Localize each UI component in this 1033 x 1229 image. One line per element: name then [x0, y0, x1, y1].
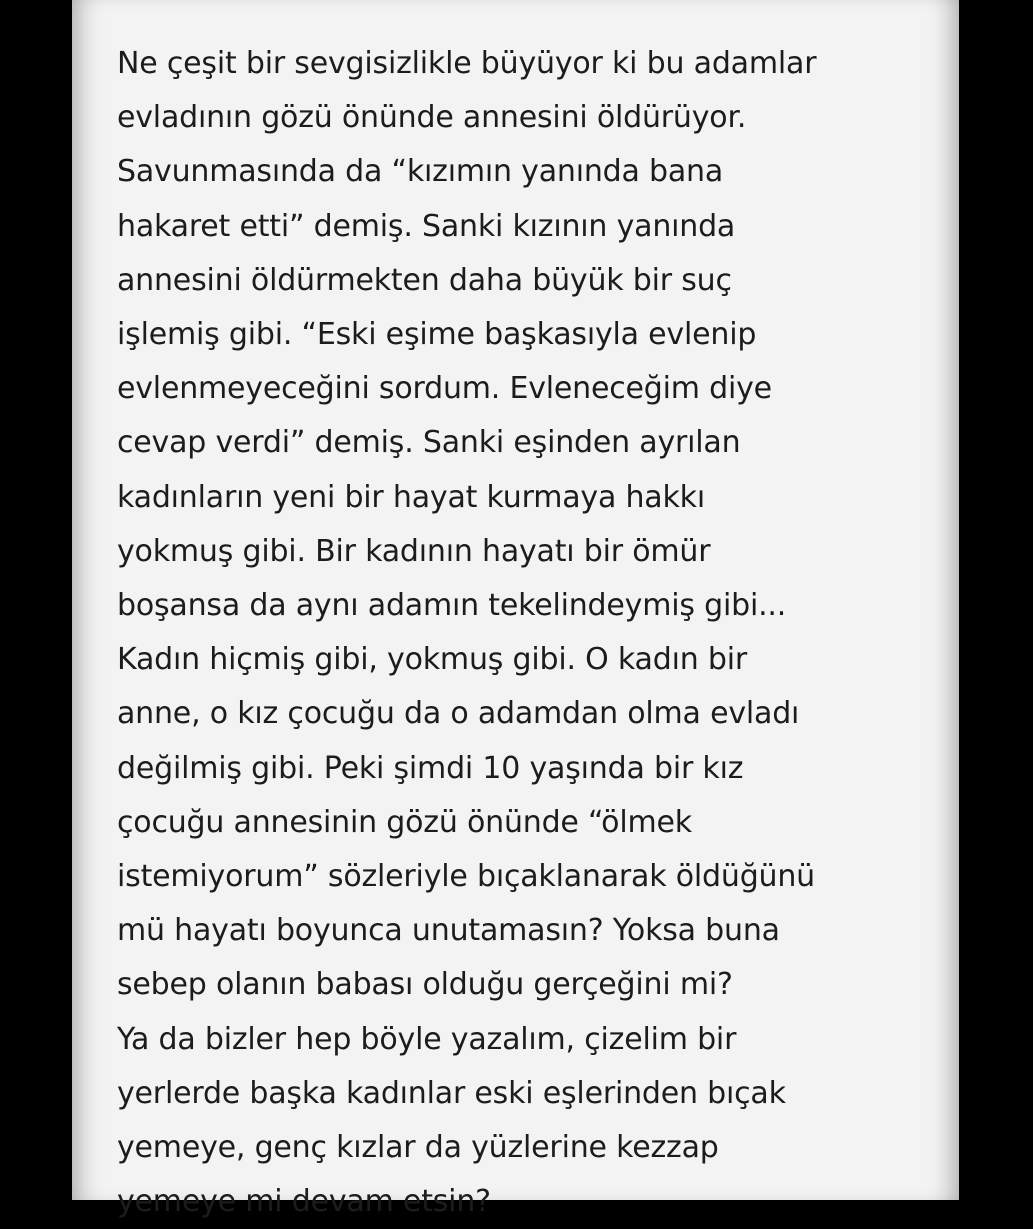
note-line: yerlerde başka kadınlar eski eşlerinden bıçak	[117, 1075, 786, 1111]
note-line: evladının gözü önünde annesini öldürüyor.	[117, 100, 747, 136]
paper-note	[72, 0, 959, 1220]
note-line: mü hayatı boyunca unutamasın? Yoksa buna	[117, 913, 780, 949]
note-line: kadınların yeni bir hayat kurmaya hakkı	[117, 479, 705, 515]
note-line: hakaret etti” demiş. Sanki kızının yanında	[117, 208, 736, 244]
note-line: yemeye mi devam etsin?	[117, 1184, 491, 1220]
note-line: Kadın hiçmiş gibi, yokmuş gibi. O kadın bir	[117, 642, 747, 678]
note-line: Ne çeşit bir sevgisizlikle büyüyor ki bu adamlar	[117, 46, 817, 81]
note-line: yemeye, genç kızlar da yüzlerine kezzap	[117, 1130, 719, 1166]
note-line: işlemiş gibi. “Eski eşime başkasıyla evlenip	[117, 317, 757, 353]
note-line: annesini öldürmekten daha büyük bir suç	[117, 262, 732, 298]
note-text-block	[117, 37, 947, 1229]
note-line: yokmuş gibi. Bir kadının hayatı bir ömür	[117, 533, 711, 569]
note-line: Savunmasında da “kızımın yanında bana	[117, 154, 724, 190]
note-line: sebep olanın babası olduğu gerçeğini mi?	[117, 967, 733, 1003]
note-line: Ya da bizler hep böyle yazalım, çizelim bir	[117, 1021, 737, 1057]
note-line: boşansa da aynı adamın tekelindeymiş gibi...	[117, 588, 787, 624]
note-line: istemiyorum” sözleriyle bıçaklanarak öldüğünü	[117, 859, 815, 895]
note-line: evlenmeyeceğini sordum. Evleneceğim diye	[117, 371, 772, 407]
note-line: çocuğu annesinin gözü önünde “ölmek	[117, 804, 692, 840]
note-line: anne, o kız çocuğu da o adamdan olma evladı	[117, 696, 800, 732]
note-line: cevap verdi” demiş. Sanki eşinden ayrılan	[117, 425, 741, 461]
note-line: değilmiş gibi. Peki şimdi 10 yaşında bir kız	[117, 750, 744, 786]
